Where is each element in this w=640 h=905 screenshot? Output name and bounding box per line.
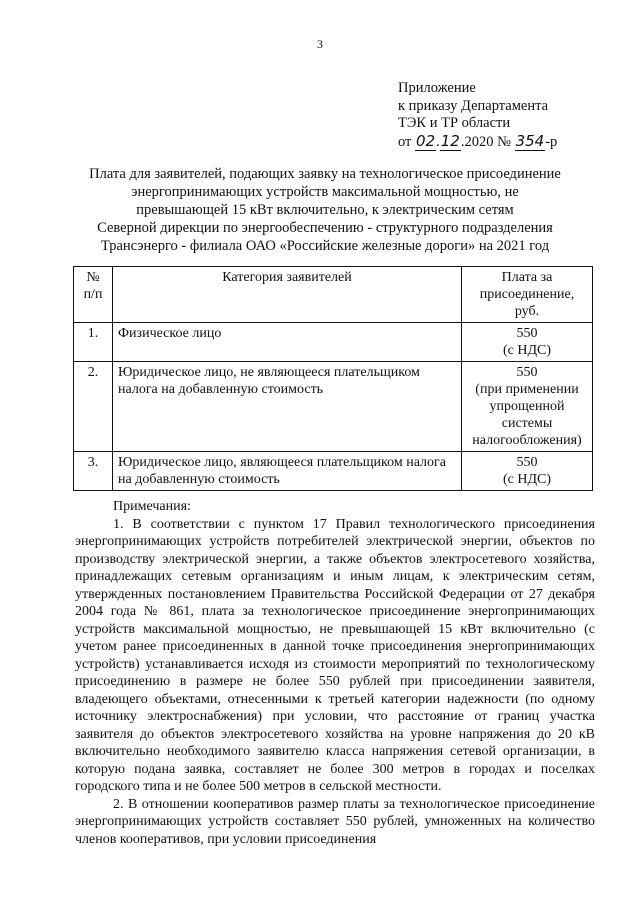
title-line-3: превышающей 15 кВт включительно, к электрическим сетям — [136, 202, 514, 218]
header-fee-line: Плата за — [501, 270, 553, 285]
date-prefix: от — [398, 133, 412, 150]
header-num-cell — [74, 267, 113, 323]
row-fee — [462, 323, 593, 362]
row-category: Физическое лицо — [113, 323, 462, 362]
appendix-date-line — [398, 133, 557, 152]
fee-table — [73, 266, 593, 491]
appendix-line-2: к приказу Департамента — [398, 97, 549, 114]
table-row — [74, 362, 593, 452]
header-fee-cell — [462, 267, 593, 323]
header-num-line: п/п — [83, 287, 103, 302]
fee-line: 550 — [516, 365, 538, 380]
title-line-2: энергопринимающих устройств максимальной мощностью, не — [131, 184, 519, 200]
fee-line: (при применении — [475, 382, 579, 397]
row-category: Юридическое лицо, не являющееся плательщиком налога на добавленную стоимость — [113, 362, 462, 452]
table-row — [74, 452, 593, 491]
order-suffix: -р — [545, 133, 558, 150]
date-sep: . — [436, 133, 440, 150]
title-line-5: Трансэнерго - филиала ОАО «Российские железные дороги» на 2021 год — [100, 238, 550, 254]
row-fee — [462, 452, 593, 491]
table-header-row — [74, 267, 593, 323]
row-num: 2. — [74, 362, 113, 452]
header-fee-line: присоединение, — [479, 287, 575, 302]
handwritten-order-number: 354 — [515, 131, 545, 150]
row-num: 1. — [74, 323, 113, 362]
date-year: .2020 № — [460, 133, 511, 150]
row-fee — [462, 362, 593, 452]
header-category-cell: Категория заявителей — [113, 267, 462, 323]
appendix-block — [398, 80, 557, 151]
note-paragraph-2: 2. В отношении кооперативов размер платы за технологическое присоединение энергопринимающих устройств составляет 550 рублей, умноженных на количество членов кооперативов, при условии присоединения — [75, 796, 595, 847]
fee-line: налогообложения) — [472, 433, 582, 448]
row-category: Юридическое лицо, являющееся плательщиком налога на добавленную стоимость — [113, 452, 462, 491]
handwritten-day: 02 — [416, 131, 436, 150]
header-fee-line: руб. — [514, 304, 540, 319]
appendix-line-3: ТЭК и ТР области — [398, 115, 511, 131]
title-line-1: Плата для заявителей, подающих заявку на технологическое присоединение — [89, 166, 561, 182]
row-num: 3. — [74, 452, 113, 491]
handwritten-month: 12 — [440, 131, 460, 150]
page-number: 3 — [317, 37, 323, 51]
header-num-line: № — [86, 270, 100, 285]
fee-line: упрощенной — [489, 399, 565, 414]
fee-line: 550 — [516, 455, 538, 470]
fee-line: (с НДС) — [502, 343, 552, 358]
fee-line: (с НДС) — [502, 472, 552, 487]
appendix-line-1: Приложение — [398, 80, 476, 96]
notes-section — [75, 498, 595, 848]
fee-line: системы — [501, 416, 553, 431]
note-paragraph-1: 1. В соответствии с пунктом 17 Правил технологического присоединения энергопринимающих устройств потребителей электрической энергии, объектов по производству электрической энергии, а также объектов электросетевого хозяйства, принадлежащих сетевым организациям и иным лицам, к электрическим сетям, утвержденных постановлением Правительства Российской Федерации от 27 декабря 2004 года № 861, плата за технологическое присоединение энергопринимающих устройств максимальной мощностью, не превышающей 15 кВт включительно (с учетом ранее присоединенных в данной точке присоединения энергопринимающих устройств) устанавливается исходя из стоимости мероприятий по технологическому присоединению в размере не более 550 рублей при присоединении заявителя, владеющего объектами, отнесенными к третьей категории надежности (по одному источнику электроснабжения) при условии, что расстояние от границ участка заявителя до объектов электросетевого хозяйства на уровне напряжения до 20 кВ включительно необходимого заявителю класса напряжения сетевой организации, в которую подана заявка, составляет не более 300 метров в городах и поселках городского типа и не более 500 метров в сельской местности. — [75, 516, 595, 794]
fee-line: 550 — [516, 326, 538, 341]
title-line-4: Северной дирекции по энергообеспечению - структурного подразделения — [97, 220, 553, 236]
notes-heading: Примечания: — [113, 499, 191, 514]
table-row — [74, 323, 593, 362]
document-title — [60, 165, 590, 255]
